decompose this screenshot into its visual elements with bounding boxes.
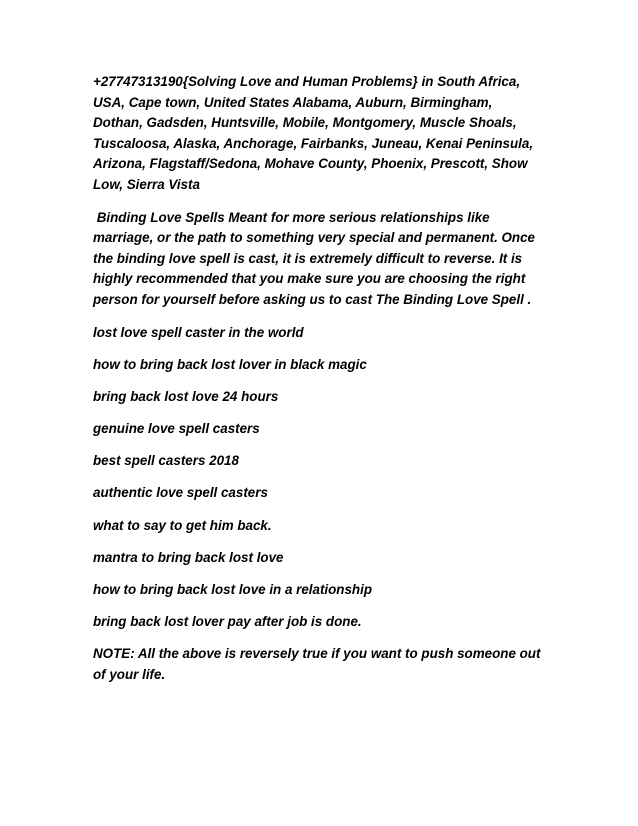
note-paragraph: NOTE: All the above is reversely true if you want to push someone out of your life. xyxy=(93,646,541,682)
document-body xyxy=(93,72,545,698)
list-line: how to bring back lost love in a relationship xyxy=(93,582,373,598)
list-line: best spell casters 2018 xyxy=(93,453,239,469)
list-line: authentic love spell casters xyxy=(93,485,268,501)
list-line: what to say to get him back. xyxy=(93,517,272,533)
list-line: bring back lost love 24 hours xyxy=(93,388,279,404)
intro-paragraph: +27747313190{Solving Love and Human Problems} in South Africa, USA, Cape town, United States Alabama, Auburn, Birmingham, Dothan, Gadsden, Huntsville, Mobile, Montgomery, Muscle Shoals, Tuscaloosa, Alaska, Anchorage, Fairbanks, Juneau, Kenai Peninsula, Arizona, Flagstaff/Sedona, Mohave County, Phoenix, Prescott, Show Low, Sierra Vista xyxy=(93,74,534,192)
list-line: lost love spell caster in the world xyxy=(93,324,304,340)
list-line: how to bring back lost lover in black magic xyxy=(93,356,367,372)
binding-paragraph: Binding Love Spells Meant for more serious relationships like marriage, or the path to something very special and permanent. Once the binding love spell is cast, it is extremely difficult to reverse. It is highly recommended that you make sure you are choosing the right person for yourself before asking us to cast The Binding Love Spell . xyxy=(93,209,539,307)
list-line: mantra to bring back lost love xyxy=(93,549,284,565)
list-line: bring back lost lover pay after job is done. xyxy=(93,614,362,630)
list-line: genuine love spell casters xyxy=(93,421,260,437)
